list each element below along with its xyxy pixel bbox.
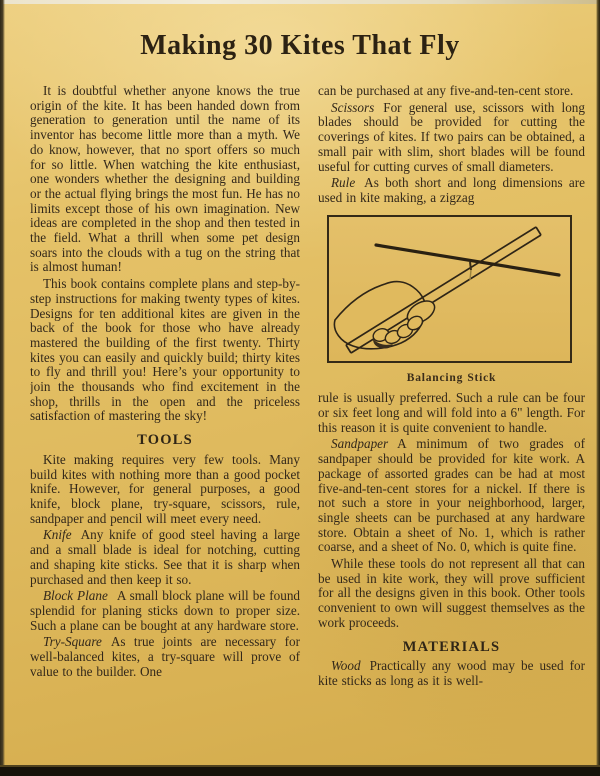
right-column [318, 84, 585, 768]
section-heading-tools: TOOLS [137, 432, 193, 449]
paragraph-tools-intro: Kite making requires very few tools. Many build kites with nothing more than a good pocket knife. However, for general purposes, a good knife, block plane, try-square, scissors, rule, sandpaper and pencil will meet every need. [30, 451, 300, 526]
paragraph-text: A minimum of two grades of sandpaper should be provided for kite work. A package of assorted grades can be had at most five-and-ten-cent stores for a nickel. If there is not such a store in your neighborhood, larger, single sheets can be purchased at any hardware store. Obtain a sheet of No. 1, which is rather coarse, and a sheet of No. 0, which is quite fine. [318, 436, 585, 555]
page-edge-top [0, 0, 600, 4]
paragraph-block-plane [30, 589, 300, 633]
balancing-stick-illustration [327, 215, 572, 363]
tool-term-sandpaper: Sandpaper [331, 436, 389, 452]
paragraph-rule-continued: rule is usually preferred. Such a rule can be four or six feet long and will fold into a 6" length. For this reason it is quite convenient to handle. [318, 390, 585, 435]
paragraph-while-tools: While these tools do not represent all that can be used in kite work, they will prove sufficient for all the designs given in this book. Other tools convenient to own will suggest themselves as the work proceeds. [318, 556, 585, 630]
paragraph-scissors [318, 101, 585, 175]
paragraph-text: Any knife of good steel having a large and a small blade is ideal for notching, cutting and shaping kite sticks. See that it is sharp when purchased and then keep it so. [30, 527, 300, 587]
material-term-wood: Wood [331, 658, 361, 674]
tool-term-scissors: Scissors [331, 99, 375, 115]
paragraph-text: As both short and long dimensions are used in kite making, a zigzag [318, 175, 585, 205]
paragraph-text: For general use, scissors with long blades should be provided for cutting the coverings of kites. If two pairs can be obtained, a small pair with slim, short blades will be found useful for cutting curves of small diameters. [318, 99, 585, 174]
two-column-text [30, 84, 585, 768]
page-edge-right [596, 0, 600, 776]
paragraph-intro-1: It is doubtful whether anyone knows the true origin of the kite. It has been handed down from generation to generation until the name of its inventor has become little more than a myth. We do know, however, that no sport offers so much for so little. When watching the kite enthusiast, one wonders whether the designing and building or the actual flying brings the most fun. He has no limits except those of his own imagination. New ideas are completed in the shop and then tested in the field. What a thrill when some pet design soars into the clouds with a tug on the string that is almost human! [30, 84, 300, 275]
tool-term-try-square: Try-Square [43, 634, 102, 650]
paragraph-try-square [30, 635, 300, 679]
section-heading-materials: MATERIALS [402, 638, 501, 655]
tool-term-knife: Knife [43, 527, 72, 543]
paragraph-rule [318, 176, 585, 205]
paragraph-continued: can be purchased at any five-and-ten-cent store. [318, 84, 574, 98]
balance-mark-tail [470, 270, 471, 280]
paragraph-intro-2: This book contains complete plans and step-by-step instructions for making twenty types of kites. Designs for ten additional kites are given in the back of the book for those who have already mastered the building of the first twenty. Thirty kites you can easily and quickly build; thirty kites to fly and thrill you! Here’s your opportunity to join the thousands who find excitement in the shop, thrills in the open and the priceless satisfaction of mastering the sky! [30, 276, 300, 424]
tool-term-block-plane: Block Plane [43, 588, 108, 604]
left-column [30, 84, 300, 768]
paragraph-text: Practically any wood may be used for kite sticks as long as it is well- [318, 658, 585, 688]
paragraph-wood [318, 659, 585, 688]
figure-caption: Balancing Stick [406, 371, 497, 384]
paragraph-sandpaper [318, 437, 585, 555]
paragraph-text: As true joints are necessary for well-balanced kites, a try-square will prove of value to the builder. One [30, 634, 300, 679]
page-edge-left [0, 0, 5, 776]
figure-balancing-stick [327, 215, 576, 386]
balance-mark [470, 262, 471, 270]
tool-term-rule: Rule [331, 175, 356, 191]
paragraph-knife [30, 528, 300, 587]
balancing-stick-drawing [329, 217, 570, 361]
page-title: Making 30 Kites That Fly [140, 30, 460, 61]
page-edge-bottom [0, 765, 600, 776]
paragraph-text: A small block plane will be found splendid for planing sticks down to proper size. Such a plane can be bought at any hardware store. [30, 588, 301, 633]
